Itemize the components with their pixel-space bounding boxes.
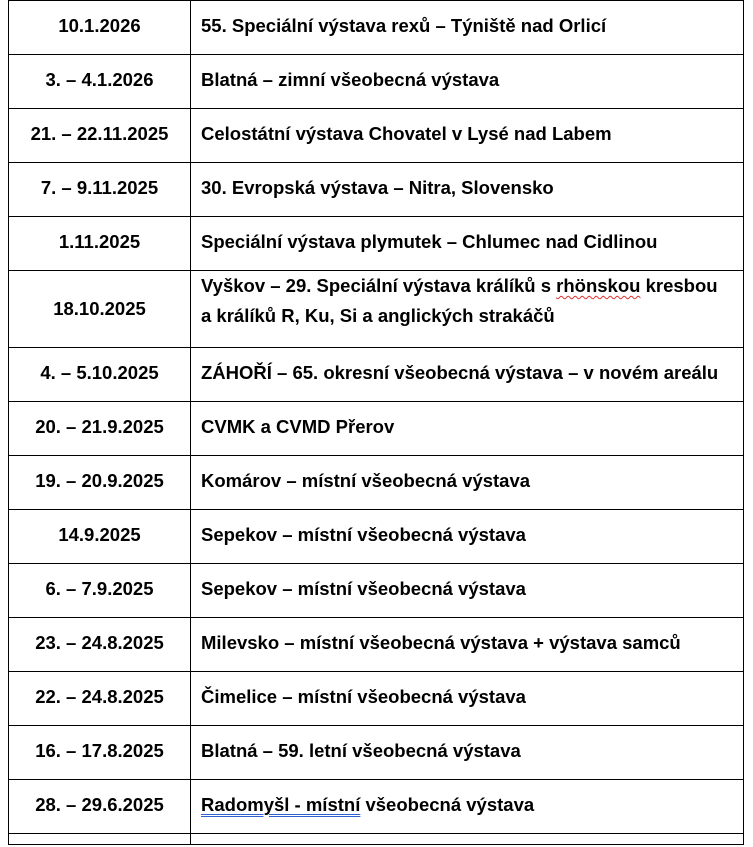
event-description	[191, 780, 744, 834]
event-text-segment: 30. Evropská výstava – Nitra, Slovensko	[201, 177, 554, 198]
event-text-segment: ZÁHOŘÍ – 65. okresní všeobecná výstava – v novém areálu	[201, 362, 719, 383]
event-text-segment: 55. Speciální výstava rexů – Týniště nad Orlicí	[201, 15, 607, 36]
events-table	[8, 0, 744, 845]
event-description	[191, 456, 744, 510]
event-date: 10.1.2026	[9, 1, 191, 55]
event-text-segment: rhönskou	[556, 275, 641, 296]
event-description-line	[201, 686, 526, 707]
event-text-segment: Čimelice – místní všeobecná výstava	[201, 686, 526, 707]
event-description	[191, 348, 744, 402]
table-row	[9, 672, 744, 726]
event-description	[191, 564, 744, 618]
event-date: 18.10.2025	[9, 271, 191, 348]
event-description-line	[201, 416, 394, 437]
event-text-segment: Vyškov – 29. Speciální výstava králíků s	[201, 275, 557, 296]
table-row	[9, 217, 744, 271]
event-description	[191, 217, 744, 271]
event-description	[191, 726, 744, 780]
event-description	[191, 510, 744, 564]
event-description-line: a králíků R, Ku, Si a anglických strakáčů	[201, 305, 555, 326]
event-text-segment: Blatná – zimní všeobecná výstava	[201, 69, 500, 90]
event-date: 23. – 24.8.2025	[9, 618, 191, 672]
event-date: 19. – 20.9.2025	[9, 456, 191, 510]
table-row	[9, 402, 744, 456]
event-description-line	[201, 740, 521, 761]
table-row	[9, 780, 744, 834]
event-text-segment: CVMK a CVMD Přerov	[201, 416, 395, 437]
event-text-segment: Milevsko – místní všeobecná výstava + výstava samců	[201, 632, 681, 653]
events-table-body	[9, 1, 744, 845]
event-text-segment: Radomyšl - místní	[201, 794, 361, 815]
table-row	[9, 163, 744, 217]
event-description-line	[201, 524, 526, 545]
event-text-segment: Sepekov – místní všeobecná výstava	[201, 524, 526, 545]
event-description	[191, 402, 744, 456]
table-row	[9, 1, 744, 55]
table-row	[9, 456, 744, 510]
event-description	[191, 163, 744, 217]
event-text-segment: všeobecná výstava	[360, 794, 535, 815]
event-date: 7. – 9.11.2025	[9, 163, 191, 217]
table-row	[9, 510, 744, 564]
table-row	[9, 271, 744, 348]
event-description-line	[201, 177, 554, 198]
event-description-line	[201, 794, 534, 815]
event-date: 4. – 5.10.2025	[9, 348, 191, 402]
event-date: 14.9.2025	[9, 510, 191, 564]
event-date: 1.11.2025	[9, 217, 191, 271]
event-description	[191, 271, 744, 348]
event-description	[191, 1, 744, 55]
event-description-line	[201, 271, 743, 301]
event-text-segment: Speciální výstava plymutek – Chlumec nad Cidlinou	[201, 231, 658, 252]
table-row	[9, 348, 744, 402]
table-row	[9, 55, 744, 109]
event-description-line	[201, 470, 530, 491]
event-description-line	[201, 362, 718, 383]
event-date: 20. – 21.9.2025	[9, 402, 191, 456]
empty-cell	[9, 834, 191, 845]
event-text-segment: kresbou	[640, 275, 718, 296]
table-row	[9, 109, 744, 163]
event-text-segment: Sepekov – místní všeobecná výstava	[201, 578, 526, 599]
table-row	[9, 618, 744, 672]
event-description-line	[201, 578, 526, 599]
empty-cell	[191, 834, 744, 845]
event-date: 6. – 7.9.2025	[9, 564, 191, 618]
event-description-line	[201, 15, 606, 36]
event-description-line	[201, 69, 499, 90]
event-description	[191, 109, 744, 163]
event-text-segment: Komárov – místní všeobecná výstava	[201, 470, 531, 491]
event-date: 3. – 4.1.2026	[9, 55, 191, 109]
event-date: 22. – 24.8.2025	[9, 672, 191, 726]
event-description-line	[201, 632, 681, 653]
event-description	[191, 618, 744, 672]
table-row-partial	[9, 834, 744, 845]
table-row	[9, 564, 744, 618]
event-description-line	[201, 123, 612, 144]
event-description	[191, 672, 744, 726]
event-description-line	[201, 231, 657, 252]
event-date: 28. – 29.6.2025	[9, 780, 191, 834]
event-text-segment: Celostátní výstava Chovatel v Lysé nad Labem	[201, 123, 612, 144]
event-text-segment: Blatná – 59. letní všeobecná výstava	[201, 740, 521, 761]
table-row	[9, 726, 744, 780]
event-date: 16. – 17.8.2025	[9, 726, 191, 780]
event-description	[191, 55, 744, 109]
event-date: 21. – 22.11.2025	[9, 109, 191, 163]
